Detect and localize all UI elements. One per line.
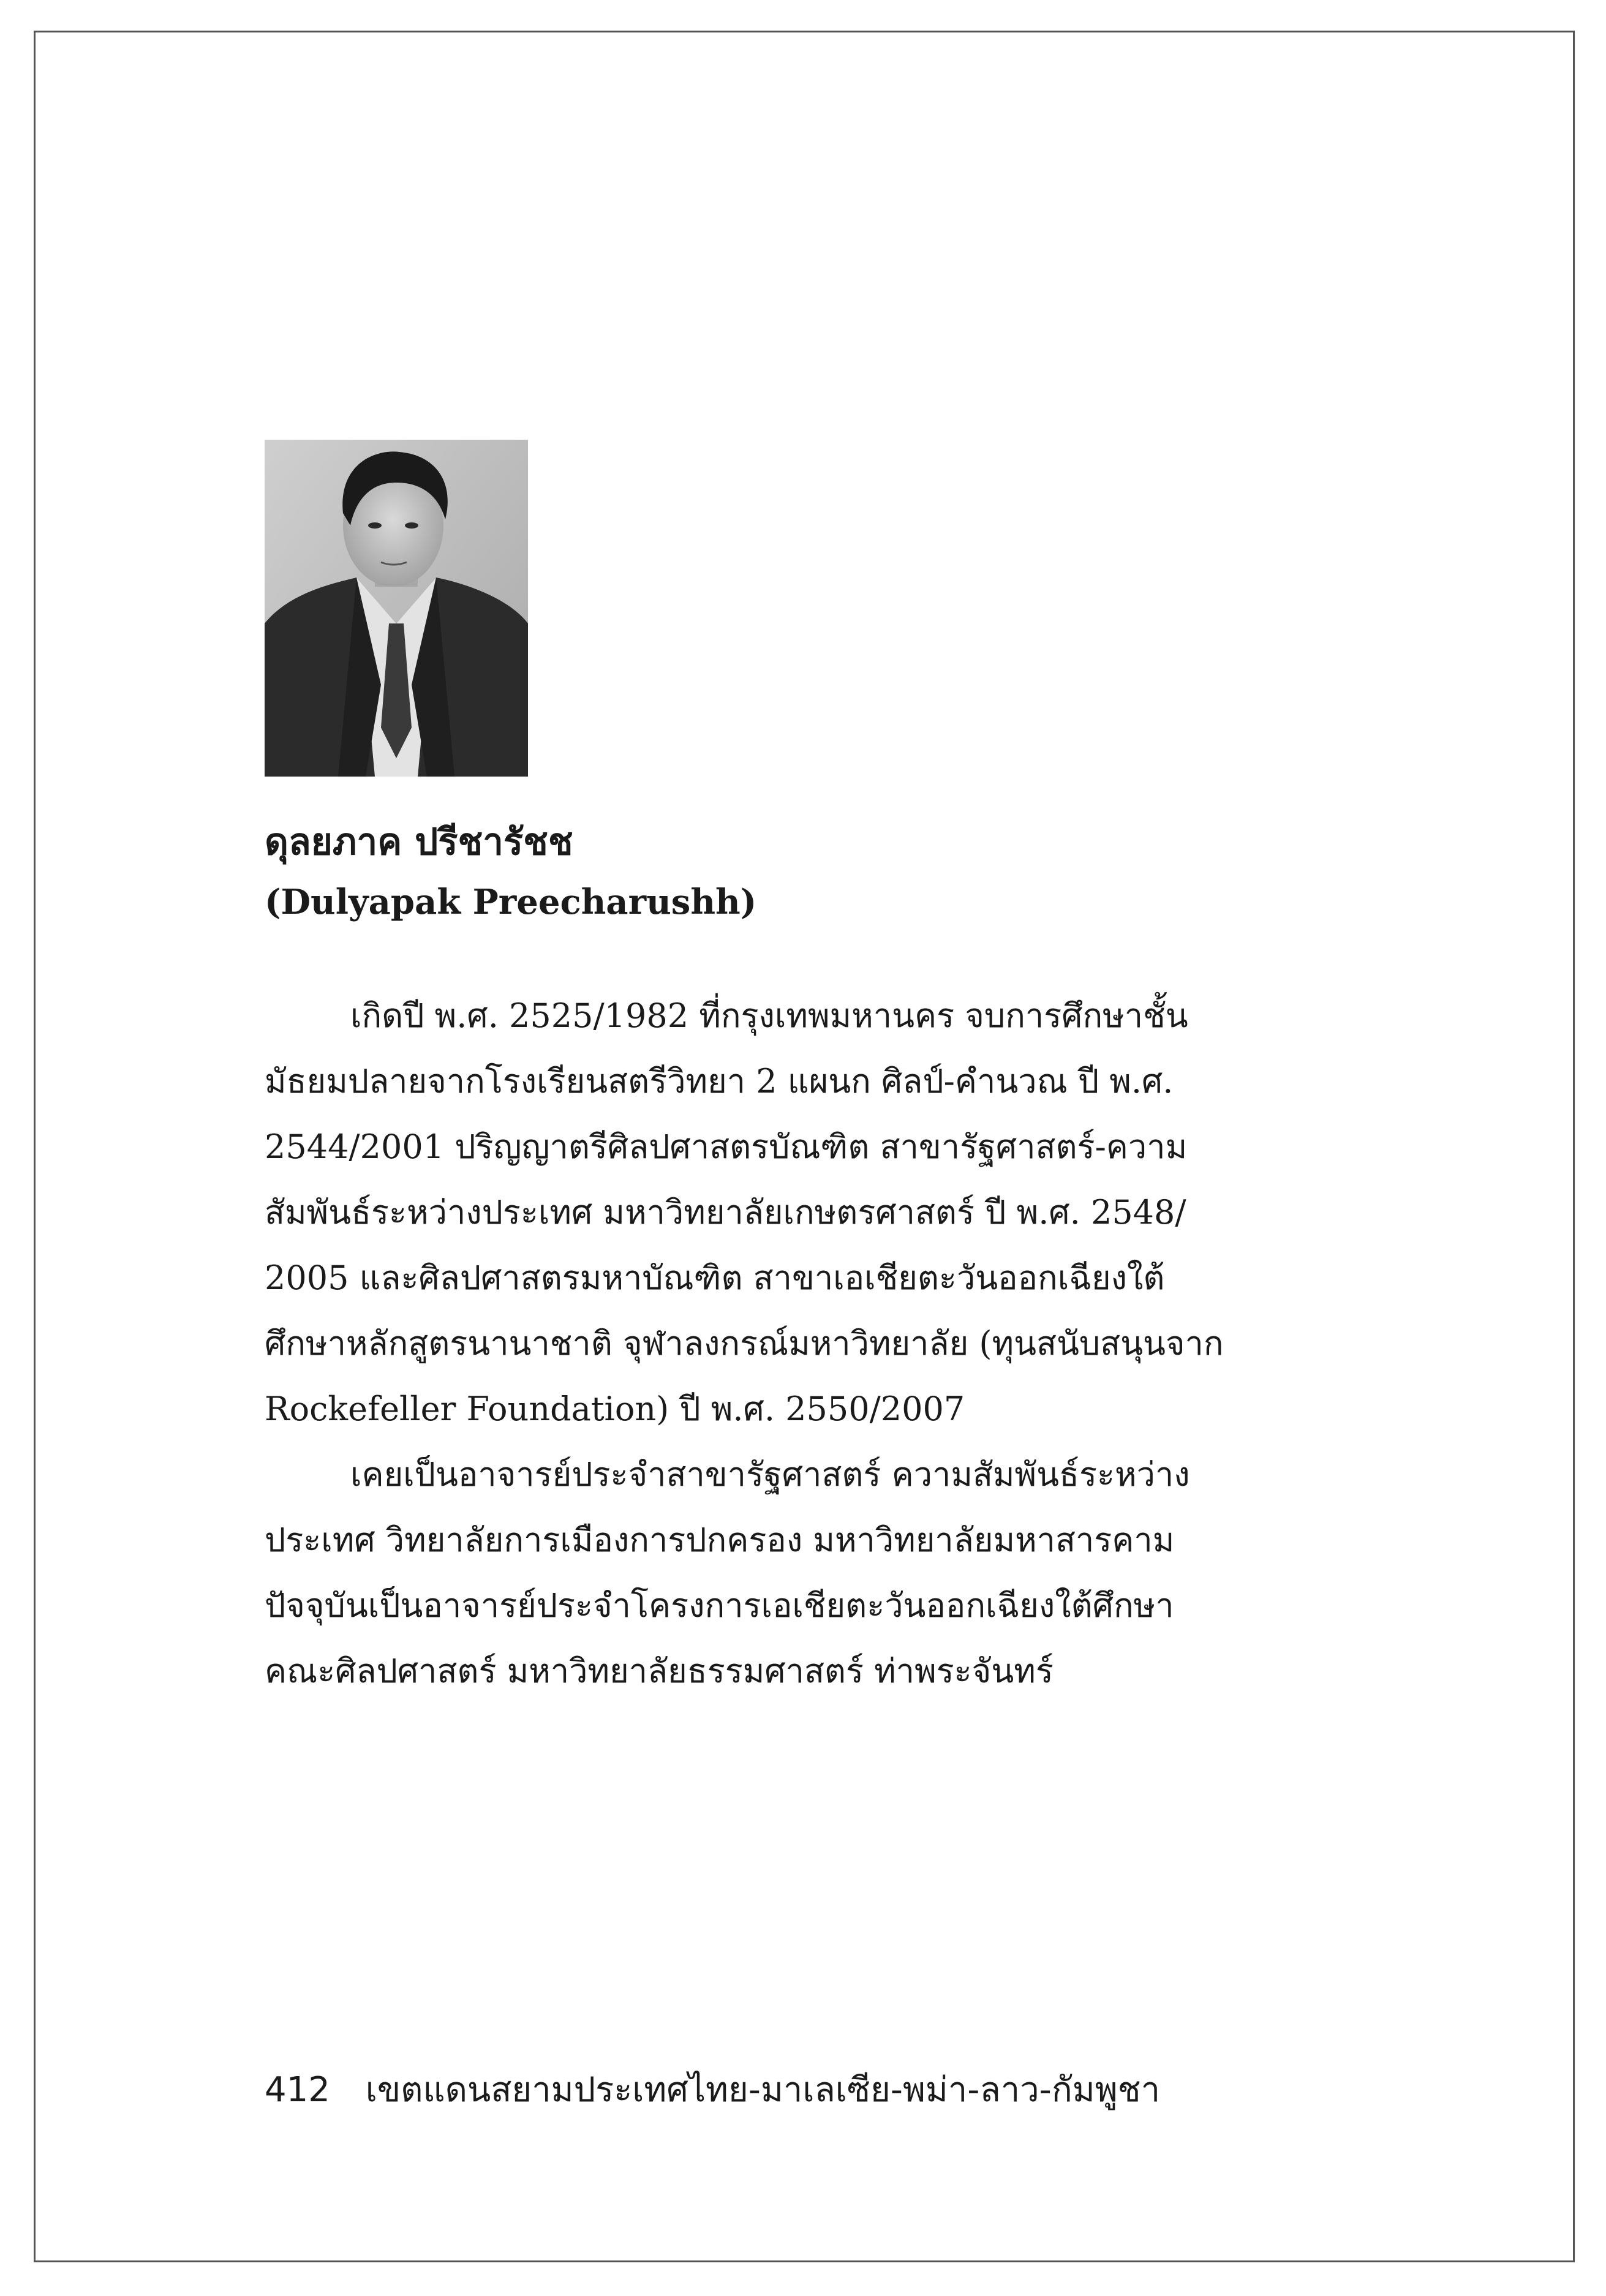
author-biography (265, 983, 1336, 1704)
page-footer (265, 2063, 1160, 2118)
book-title: เขตแดนสยามประเทศไทย-มาเลเซีย-พม่า-ลาว-กัมพูชา (365, 2070, 1161, 2110)
author-portrait (265, 440, 528, 777)
bio-line: 2005 และศิลปศาสตรมหาบัณฑิต สาขาเอเชียตะวันออกเฉียงใต้ (265, 1259, 1165, 1297)
page-number: 412 (265, 2070, 330, 2110)
bio-line: ศึกษาหลักสูตรนานาชาติ จุฬาลงกรณ์มหาวิทยาลัย (ทุนสนับสนุนจาก (265, 1324, 1224, 1363)
bio-line: เคยเป็นอาจารย์ประจำสาขารัฐศาสตร์ ความสัมพันธ์ระหว่าง (350, 1455, 1190, 1494)
author-name-thai: ดุลยภาค ปรีชารัชช (265, 821, 573, 864)
bio-line: 2544/2001 ปริญญาตรีศิลปศาสตรบัณฑิต สาขารัฐศาสตร์-ความ (265, 1127, 1188, 1166)
portrait-illustration (265, 440, 528, 777)
bio-line: สัมพันธ์ระหว่างประเทศ มหาวิทยาลัยเกษตรศาสตร์ ปี พ.ศ. 2548/ (265, 1193, 1186, 1232)
bio-line: เกิดปี พ.ศ. 2525/1982 ที่กรุงเทพมหานคร จบการศึกษาชั้น (350, 996, 1188, 1035)
bio-line: Rockefeller Foundation) ปี พ.ศ. 2550/2007 (265, 1390, 965, 1428)
bio-line: มัธยมปลายจากโรงเรียนสตรีวิทยา 2 แผนก ศิลป์-คำนวณ ปี พ.ศ. (265, 1062, 1174, 1101)
author-name-latin: (Dulyapak Preecharushh) (265, 882, 757, 922)
bio-line: คณะศิลปศาสตร์ มหาวิทยาลัยธรรมศาสตร์ ท่าพระจันทร์ (265, 1652, 1054, 1690)
bio-line: ปัจจุบันเป็นอาจารย์ประจำโครงการเอเชียตะวันออกเฉียงใต้ศึกษา (265, 1586, 1174, 1625)
bio-line: ประเทศ วิทยาลัยการเมืองการปกครอง มหาวิทยาลัยมหาสารคาม (265, 1521, 1175, 1559)
